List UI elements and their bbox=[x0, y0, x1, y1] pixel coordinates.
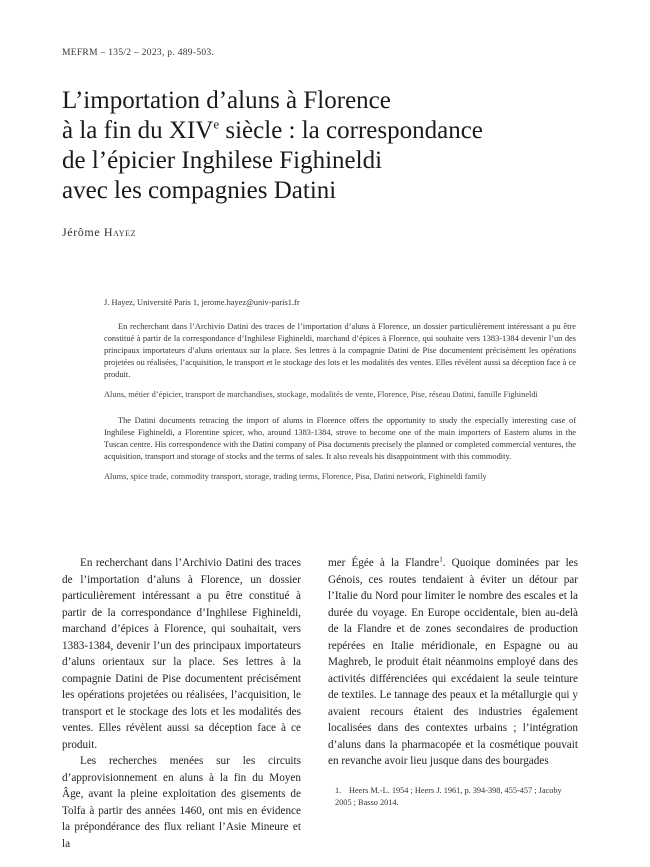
title-line bbox=[62, 116, 622, 146]
body-paragraph: Les recherches menées sur les circuits d’approvisionnement en aluns à la fin du Moyen Âge, avant la pleine exploitation des gisements de Tolfa à partir des années 1460, ont mis en évidence la prépondérance des flux reliant l’Asie Mineure et la bbox=[62, 755, 301, 850]
title-superscript: e bbox=[213, 116, 220, 132]
footnote-number: 1. bbox=[335, 786, 342, 795]
title-text: siècle : la correspondance bbox=[219, 117, 483, 144]
author-last-name: Hayez bbox=[103, 225, 137, 239]
body-column-left bbox=[62, 555, 301, 852]
title-line: L’importation d’aluns à Florence bbox=[62, 87, 391, 114]
title-text: à la fin du XIV bbox=[62, 117, 214, 144]
abstract-fr: En recherchant dans l’Archivio Datini des traces de l’importation d’aluns à Florence, un dossier particulièrement intéressant a pu être constitué à partir de la correspondance d’Inghilese Fighineldi, marchand d’épices à Florence, qui souhaite vers 1383-1384 devenir l’un des principaux importateurs d’aluns orientaux sur la place. Ses lettres à la compagnie Datini de Pise documentent précisément les opérations projetées ou réalisées, l’acquisition, le transport et le stockage des lots et les modalités des ventes. Elles révèlent aussi sa déception face à ce produit. bbox=[104, 322, 576, 379]
keywords-en: Alums, spice trade, commodity transport, storage, trading terms, Florence, Pisa, Datini network, Fighineldi family bbox=[104, 472, 487, 481]
keywords-fr: Aluns, métier d’épicier, transport de marchandises, stockage, modalités de vente, Florence, Pise, réseau Datini, famille Fighineldi bbox=[104, 390, 538, 399]
footnote-text: Heers M.-L. 1954 ; Heers J. 1961, p. 394-398, 455-457 ; Jacoby 2005 ; Basso 2014. bbox=[335, 786, 562, 807]
abstract-en: The Datini documents retracing the import of alums in Florence offers the opportunity to study the especially interesting case of Inghilese Fighineldi, a Florentine spicer, who, around 1383-1384, strove to become one of the main importers of Eastern alums in the Tuscan centre. His correspondence with the Datini company of Pisa documents precisely the planned or completed commercial ventures, the acquisition, transport and storage of stocks and the terms of sales. It also reveals his disappointment with this commodity. bbox=[104, 416, 576, 461]
body-paragraph: En recherchant dans l’Archivio Datini des traces de l’importation d’aluns à Florence, un dossier particulièrement intéressant a pu être constitué à partir de la correspondance d’Inghilese Fighineldi, marchand d’épices à Florence, qui souhaitait, vers 1383-1384, devenir l’un des principaux importateurs d’aluns orientaux sur la place. Ses lettres à la compagnie Datini de Pise documentent précisément les opérations projetées ou réalisées, l’acquisition, le transport et le stockage des lots et les modalités des ventes. Elles révèlent aussi sa déception face à ce produit. bbox=[62, 557, 301, 751]
journal-reference: MEFRM – 135/2 – 2023, p. 489-503. bbox=[62, 48, 215, 58]
title-line: de l’épicier Inghilese Fighineldi bbox=[62, 147, 383, 174]
footnote bbox=[335, 785, 580, 808]
body-text: . Quoique dominées par les Génois, ces routes tendaient à éviter un détour par l’Italie du Nord pour limiter le nombre des escales et la durée du voyage. En Europe occidentale, bien au-delà de la Flandre et de zones secondaires de production repérées en Italie méridionale, en Espagne ou au Maghreb, le produit était néanmoins employé dans des activités différenciées qui excédaient la seule teinture de textiles. Le tannage des peaux et la métallurgie qui y avaient recours étaient des industries également localisées dans des contextes urbains ; l’intégration d’aluns dans la pharmacopée et la cosmétique pouvait en revanche avoir lieu jusque dans des bourgades bbox=[328, 557, 578, 767]
body-paragraph bbox=[328, 555, 578, 770]
body-column-right bbox=[328, 555, 578, 770]
author-first-name: Jérôme bbox=[62, 225, 104, 239]
article-title bbox=[62, 86, 622, 206]
title-line: avec les compagnies Datini bbox=[62, 177, 337, 204]
author-affiliation: J. Hayez, Université Paris 1, jerome.hayez@univ-paris1.fr bbox=[104, 298, 300, 307]
author-name bbox=[62, 225, 136, 240]
footnote-ref[interactable]: 1 bbox=[439, 555, 443, 564]
body-text: mer Égée à la Flandre bbox=[328, 557, 440, 569]
abstract-block bbox=[104, 297, 576, 483]
